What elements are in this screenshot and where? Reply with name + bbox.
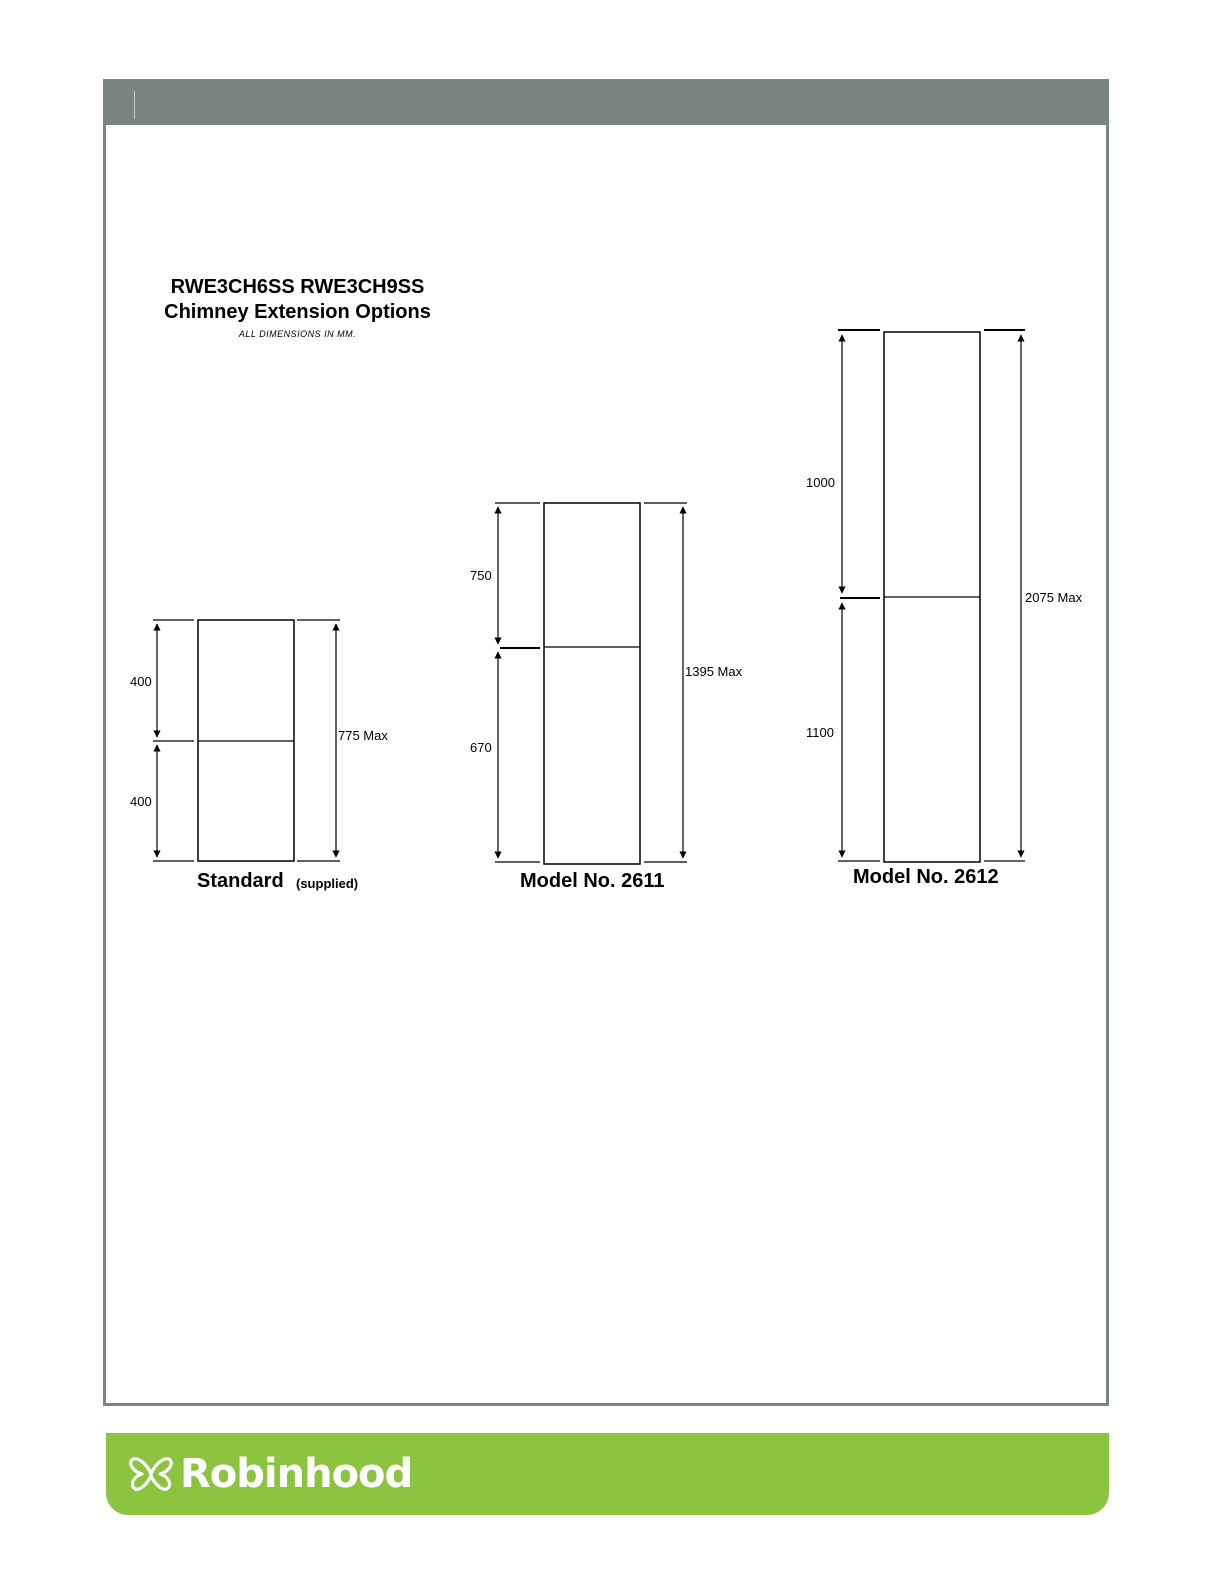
dimensions-note: ALL DIMENSIONS IN MM. xyxy=(238,329,357,339)
model-title: RWE3CH6SS RWE3CH9SS xyxy=(170,276,425,298)
diagram-standard xyxy=(130,620,388,892)
brand-logo xyxy=(128,1451,412,1497)
diagram-model-2612 xyxy=(806,330,1083,888)
upper-dimension-label: 750 xyxy=(470,568,492,583)
total-dimension-label: 2075 Max xyxy=(1025,590,1083,605)
diagram-caption: Model No. 2611 xyxy=(520,870,665,892)
diagram-model-2611 xyxy=(470,503,743,892)
upper-dimension-label: 400 xyxy=(130,674,152,689)
chimney-body xyxy=(544,503,640,864)
lower-dimension-label: 1100 xyxy=(806,725,834,740)
brand-name: Robinhood xyxy=(180,1451,413,1497)
lower-dimension-label: 400 xyxy=(130,794,152,809)
upper-dimension-label: 1000 xyxy=(806,475,835,490)
total-dimension-label: 775 Max xyxy=(338,728,388,743)
total-dimension-label: 1395 Max xyxy=(685,664,743,679)
diagram-caption: Standard xyxy=(197,870,284,892)
caption-note: (supplied) xyxy=(296,876,359,891)
subtitle: Chimney Extension Options xyxy=(164,301,431,323)
lower-dimension-label: 670 xyxy=(470,740,492,755)
footer-bar xyxy=(106,1433,1109,1515)
diagram-caption: Model No. 2612 xyxy=(853,866,999,888)
butterfly-icon xyxy=(128,1454,174,1494)
